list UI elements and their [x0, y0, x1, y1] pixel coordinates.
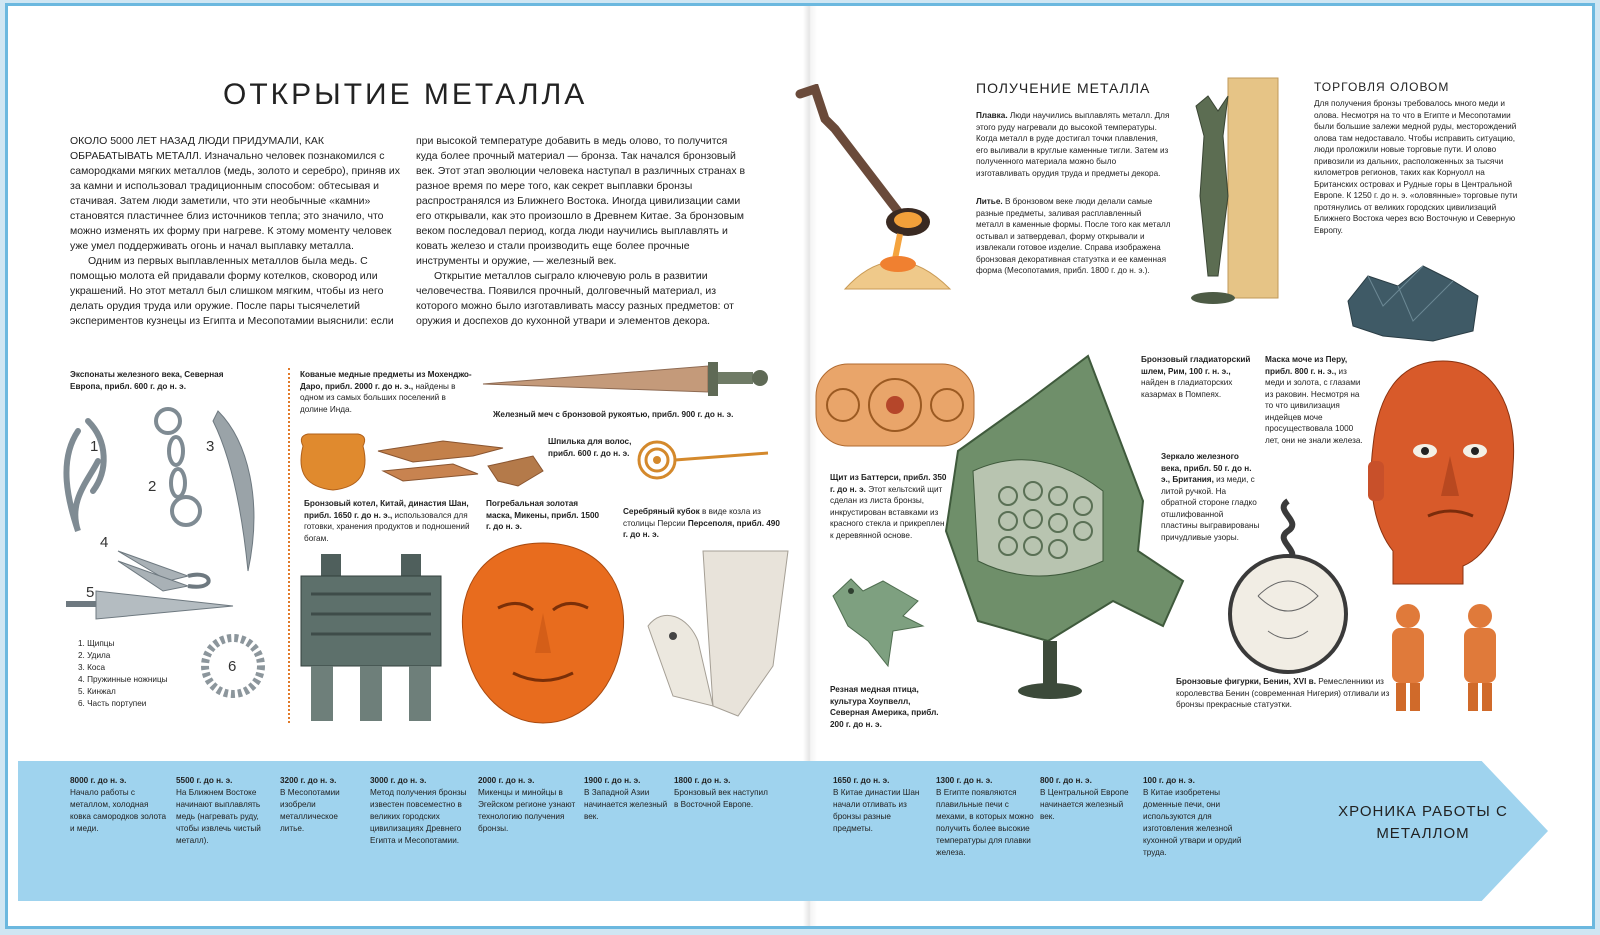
- caption-text: В бронзовом веке люди делали самые разные предметы, заливая расплавленный металл в каменные формы. После того как металл остывал и затвердевал, форму открывали и извлекали готовое изделие. Справа изображена бронзовая декоративная статуэтка и ее каменная форма (Месопотамия, прибл. 1800 г. до н. э.).: [976, 197, 1171, 275]
- item-number: 3: [206, 438, 215, 455]
- intro-paragraph: Открытие металлов сыграло ключевую роль в развитии человечества. Появился прочный, долговечный материал, из которого можно было изготавливать массу разных предметов: от оружия и доспехов до кухонной утвари и элементов декора.: [416, 270, 734, 327]
- caption-text: Этот кельтский щит сделан из листа бронзы, инкрустирован вставками из красного стекла и прикреплен к деревянной основе.: [830, 484, 945, 540]
- timeline-year: 3200 г. до н. э.: [280, 776, 337, 785]
- caption-text: в виде козла из столицы Персии: [623, 507, 761, 528]
- copper-pot-icon: [301, 434, 365, 490]
- timeline-text: Бронзовый век наступил в Восточной Европе.: [674, 788, 768, 809]
- caption-head: Щит из Баттерси, прибл. 350 г. до н. э.: [830, 473, 947, 494]
- timeline-year: 8000 г. до н. э.: [70, 776, 127, 785]
- tin-ore-illustration: [1343, 261, 1483, 346]
- list-item: 1. Щипцы: [78, 639, 115, 648]
- timeline-year: 2000 г. до н. э.: [478, 776, 535, 785]
- caption-text: найдены в одном из самых больших поселений в долине Инда.: [300, 381, 456, 414]
- caption-head: Кованые медные предметы из Мохенджо-Даро, прибл. 2000 г. до н. э.,: [300, 370, 472, 391]
- item-number: 5: [86, 584, 95, 601]
- caption-tail: Персеполя, прибл. 490 г. до н. э.: [623, 518, 780, 539]
- caption-head: Бронзовый котел, Китай, династия Шан, прибл. 1650 г. до н. э.,: [304, 499, 469, 520]
- intro-col-1: [70, 134, 400, 329]
- timeline-text: Микенцы и минойцы в Эгейском регионе узнают технологию получения бронзы.: [478, 788, 576, 833]
- timeline-year: 1650 г. до н. э.: [833, 776, 890, 785]
- page-title: ОТКРЫТИЕ МЕТАЛЛА: [223, 78, 588, 111]
- intro-paragraph: Одним из первых выплавленных металлов была медь. С помощью молота ей придавали форму котелков, сковород или украшений. Но этот металл был слишком мягким, чтобы из него делать орудия труда или оружие. После пары тысячелетий экспериментов кузнецы из Египта и Месопотамии выяснили: если: [70, 255, 394, 327]
- timeline-year: 1800 г. до н. э.: [674, 776, 731, 785]
- timeline-year: 3000 г. до н. э.: [370, 776, 427, 785]
- timeline-item: [584, 775, 669, 823]
- moche-mask-illustration: [1363, 356, 1523, 586]
- sword-illustration: [478, 354, 778, 404]
- intro-col-2: [416, 134, 746, 329]
- timeline-text: В Египте появляются плавильные печи с мехами, в которых можно получить более высокие температуры для плавки железа.: [936, 788, 1034, 857]
- smelting-text: [976, 110, 1171, 179]
- timeline-year: 5500 г. до н. э.: [176, 776, 233, 785]
- timeline-item: [478, 775, 578, 835]
- caption-text: Ремесленники из королевства Бенин (современная Нигерия) отливали из бронзы прекрасные статуэтки.: [1176, 677, 1390, 709]
- caption-text: из меди, с литой ручкой. На обратной стороне гладко отшлифованной пластины выгравированы причудливые узоры.: [1161, 475, 1260, 542]
- casting-text: [976, 196, 1171, 277]
- timeline-item: [1143, 775, 1243, 859]
- caption-head: Серебряный кубок: [623, 507, 700, 516]
- list-item: 2. Удила: [78, 651, 111, 660]
- benin-caption: [1176, 676, 1391, 711]
- timeline-item: [176, 775, 276, 847]
- timeline: [18, 761, 1550, 901]
- timeline-title: ХРОНИКА РАБОТЫ С МЕТАЛЛОМ: [1338, 803, 1508, 842]
- cauldron-illustration: [296, 554, 446, 724]
- caption-head: Бронзовый гладиаторский шлем, Рим, 100 г. н. э.,: [1141, 355, 1251, 376]
- timeline-text: На Ближнем Востоке начинают выплавлять медь (нагревать руду, чтобы извлечь чистый металл).: [176, 788, 261, 845]
- list-item: 5. Кинжал: [78, 687, 116, 696]
- timeline-year: 1900 г. до н. э.: [584, 776, 641, 785]
- bridle-bit-icon: [156, 409, 200, 525]
- helmet-caption: [1141, 354, 1256, 400]
- obtaining-metal-title: ПОЛУЧЕНИЕ МЕТАЛЛА: [976, 80, 1151, 96]
- sword-caption: Железный меч с бронзовой рукоятью, прибл. 900 г. до н. э.: [493, 410, 734, 419]
- caption-head: Зеркало железного века, прибл. 50 г. до н. э., Британия,: [1161, 452, 1252, 484]
- hairpin-illustration: [633, 438, 773, 483]
- gladiator-helmet-illustration: [938, 351, 1188, 711]
- bronze-mirror-illustration: [1218, 496, 1358, 676]
- crucible-illustration: [790, 84, 970, 314]
- caption-text: Люди научились выплавлять металл. Для этого руду нагревали до высокой температуры. Когда металл в руде достигал точки плавления, его выливали в круглые каменные тигли. Затем из полученного материала можно было изготавливать орудия труда и предметы декора.: [976, 111, 1170, 178]
- item-number: 1: [90, 438, 99, 455]
- copper-caption: [300, 369, 475, 415]
- benin-figures-illustration: [1378, 601, 1513, 716]
- gold-mask-illustration: [453, 538, 633, 728]
- tin-trade-title: ТОРГОВЛЯ ОЛОВОМ: [1314, 80, 1450, 94]
- iron-age-list: [78, 638, 218, 710]
- cauldron-caption: [304, 498, 474, 544]
- copper-objects-illustration: [293, 426, 553, 496]
- timeline-text: Метод получения бронзы известен повсеместно в великих городских цивилизациях Древнего Египта и Месопотамии.: [370, 788, 467, 845]
- caption-head: Маска моче из Перу, прибл. 800 г. н. э.,: [1265, 355, 1348, 376]
- spring-shears-icon: [118, 551, 209, 591]
- item-number: 6: [228, 658, 237, 675]
- intro-paragraph: ОКОЛО 5000 ЛЕТ НАЗАД ЛЮДИ ПРИДУМАЛИ, КАК ОБРАБАТЫВАТЬ МЕТАЛЛ. Изначально человек познакомился с самородками мягких металлов (медь, золото и серебро), приняв их за камни и использовал традиционным способом: обтесывая и стачивая. Затем люди заметили, что эти необычные «камни» становятся пластичнее близ источников тепла; это значило, что можно изменять их форму при нагреве. К этому моменту человек уже умел поддерживать огонь и начал выплавку металла.: [70, 135, 401, 252]
- list-item: 6. Часть портупеи: [78, 699, 147, 708]
- timeline-text: В Центральной Европе начинается железный век.: [1040, 788, 1129, 821]
- timeline-item: [674, 775, 774, 811]
- silver-cup-illustration: [643, 546, 793, 726]
- book-spread: [8, 6, 1592, 926]
- caption-text: использовался для готовки, хранения продуктов и подношений богам.: [304, 510, 470, 543]
- timeline-year: 1300 г. до н. э.: [936, 776, 993, 785]
- caption-head: Бронзовые фигурки, Бенин, XVI в.: [1176, 677, 1316, 686]
- timeline-text: В Китае династии Шан начали отливать из бронзы разные предметы.: [833, 788, 920, 833]
- timeline-item: [280, 775, 360, 835]
- list-item: 3. Коса: [78, 663, 106, 672]
- timeline-year: 800 г. до н. э.: [1040, 776, 1092, 785]
- iron-age-caption: Экспонаты железного века, Северная Европа, прибл. 600 г. до н. э.: [70, 370, 224, 391]
- timeline-text: В Западной Азии начинается железный век.: [584, 788, 668, 821]
- separator: [288, 368, 290, 723]
- timeline-item: [370, 775, 470, 847]
- caption-head: Плавка.: [976, 111, 1008, 120]
- intro-paragraph: при высокой температуре добавить в медь олово, то получится куда более прочный материал — бронза. Так начался бронзовый век. Этот этап эволюции человека наступал в различных странах в разное время по мере того, как секрет выплавки бронзы распространялся из Ближнего Востока. Иногда цивилизации сами его открывали, как это произошло в Древнем Китае. За бронзовым веком последовал период, когда люди научились выплавлять и ковать железо и стали производить еще более прочные инструменты и оружие, — железный век.: [416, 135, 746, 267]
- caption-text: из меди и золота, с глазами из раковин. Несмотря на то что цивилизация индейцев моче просуществовала 1000 лет, они не знали железа.: [1265, 366, 1363, 445]
- timeline-item: [936, 775, 1036, 859]
- timeline-item: [833, 775, 933, 835]
- timeline-text: Начало работы с металлом, холодная ковка самородков золота и меди.: [70, 788, 167, 833]
- statuette-illustration: [1188, 76, 1288, 306]
- caption-head: Литье.: [976, 197, 1003, 206]
- gold-mask-caption: Погребальная золотая маска, Микены, прибл. 1500 г. до н. э.: [486, 499, 600, 531]
- silver-cup-caption: [623, 506, 783, 541]
- moche-caption: [1265, 354, 1365, 446]
- timeline-year: 100 г. до н. э.: [1143, 776, 1195, 785]
- timeline-text: В Месопотамии изобрели металлическое литье.: [280, 788, 340, 833]
- timeline-item: [70, 775, 170, 835]
- timeline-text: В Китае изобретены доменные печи, они используются для изготовления железной кухонной утвари и орудий труда.: [1143, 788, 1242, 857]
- list-item: 4. Пружинные ножницы: [78, 675, 168, 684]
- hairpin-caption: Шпилька для волос, прибл. 600 г. до н. э.: [548, 437, 632, 458]
- item-number: 4: [100, 534, 109, 551]
- scythe-icon: [213, 411, 254, 571]
- tin-trade-text: Для получения бронзы требовалось много меди и олова. Несмотря на то что в Египте и Месопотамии были большие залежи медной руды, месторождений олова там недоставало. Чтобы исправить ситуацию, люди проложили новые торговые пути. И олово привозили из дальних, расположенных за тысячи километров регионов, таких как Корнуолл на Британских островах и Рудные горы в Центральной Европе. К 1250 г. до н. э. «оловянные» торговые пути протянулись от великих городских цивилизаций Ближнего Востока через всю Восточную и Северную Европу.: [1314, 99, 1518, 235]
- copper-bird-illustration: [823, 571, 933, 676]
- bird-caption: Резная медная птица, культура Хоупвелл, Северная Америка, прибл. 200 г. до н. э.: [830, 685, 939, 729]
- timeline-item: [1040, 775, 1140, 823]
- item-number: 2: [148, 478, 157, 495]
- caption-text: найден в гладиаторских казармах в Помпеях.: [1141, 378, 1233, 399]
- shield-caption: [830, 472, 950, 541]
